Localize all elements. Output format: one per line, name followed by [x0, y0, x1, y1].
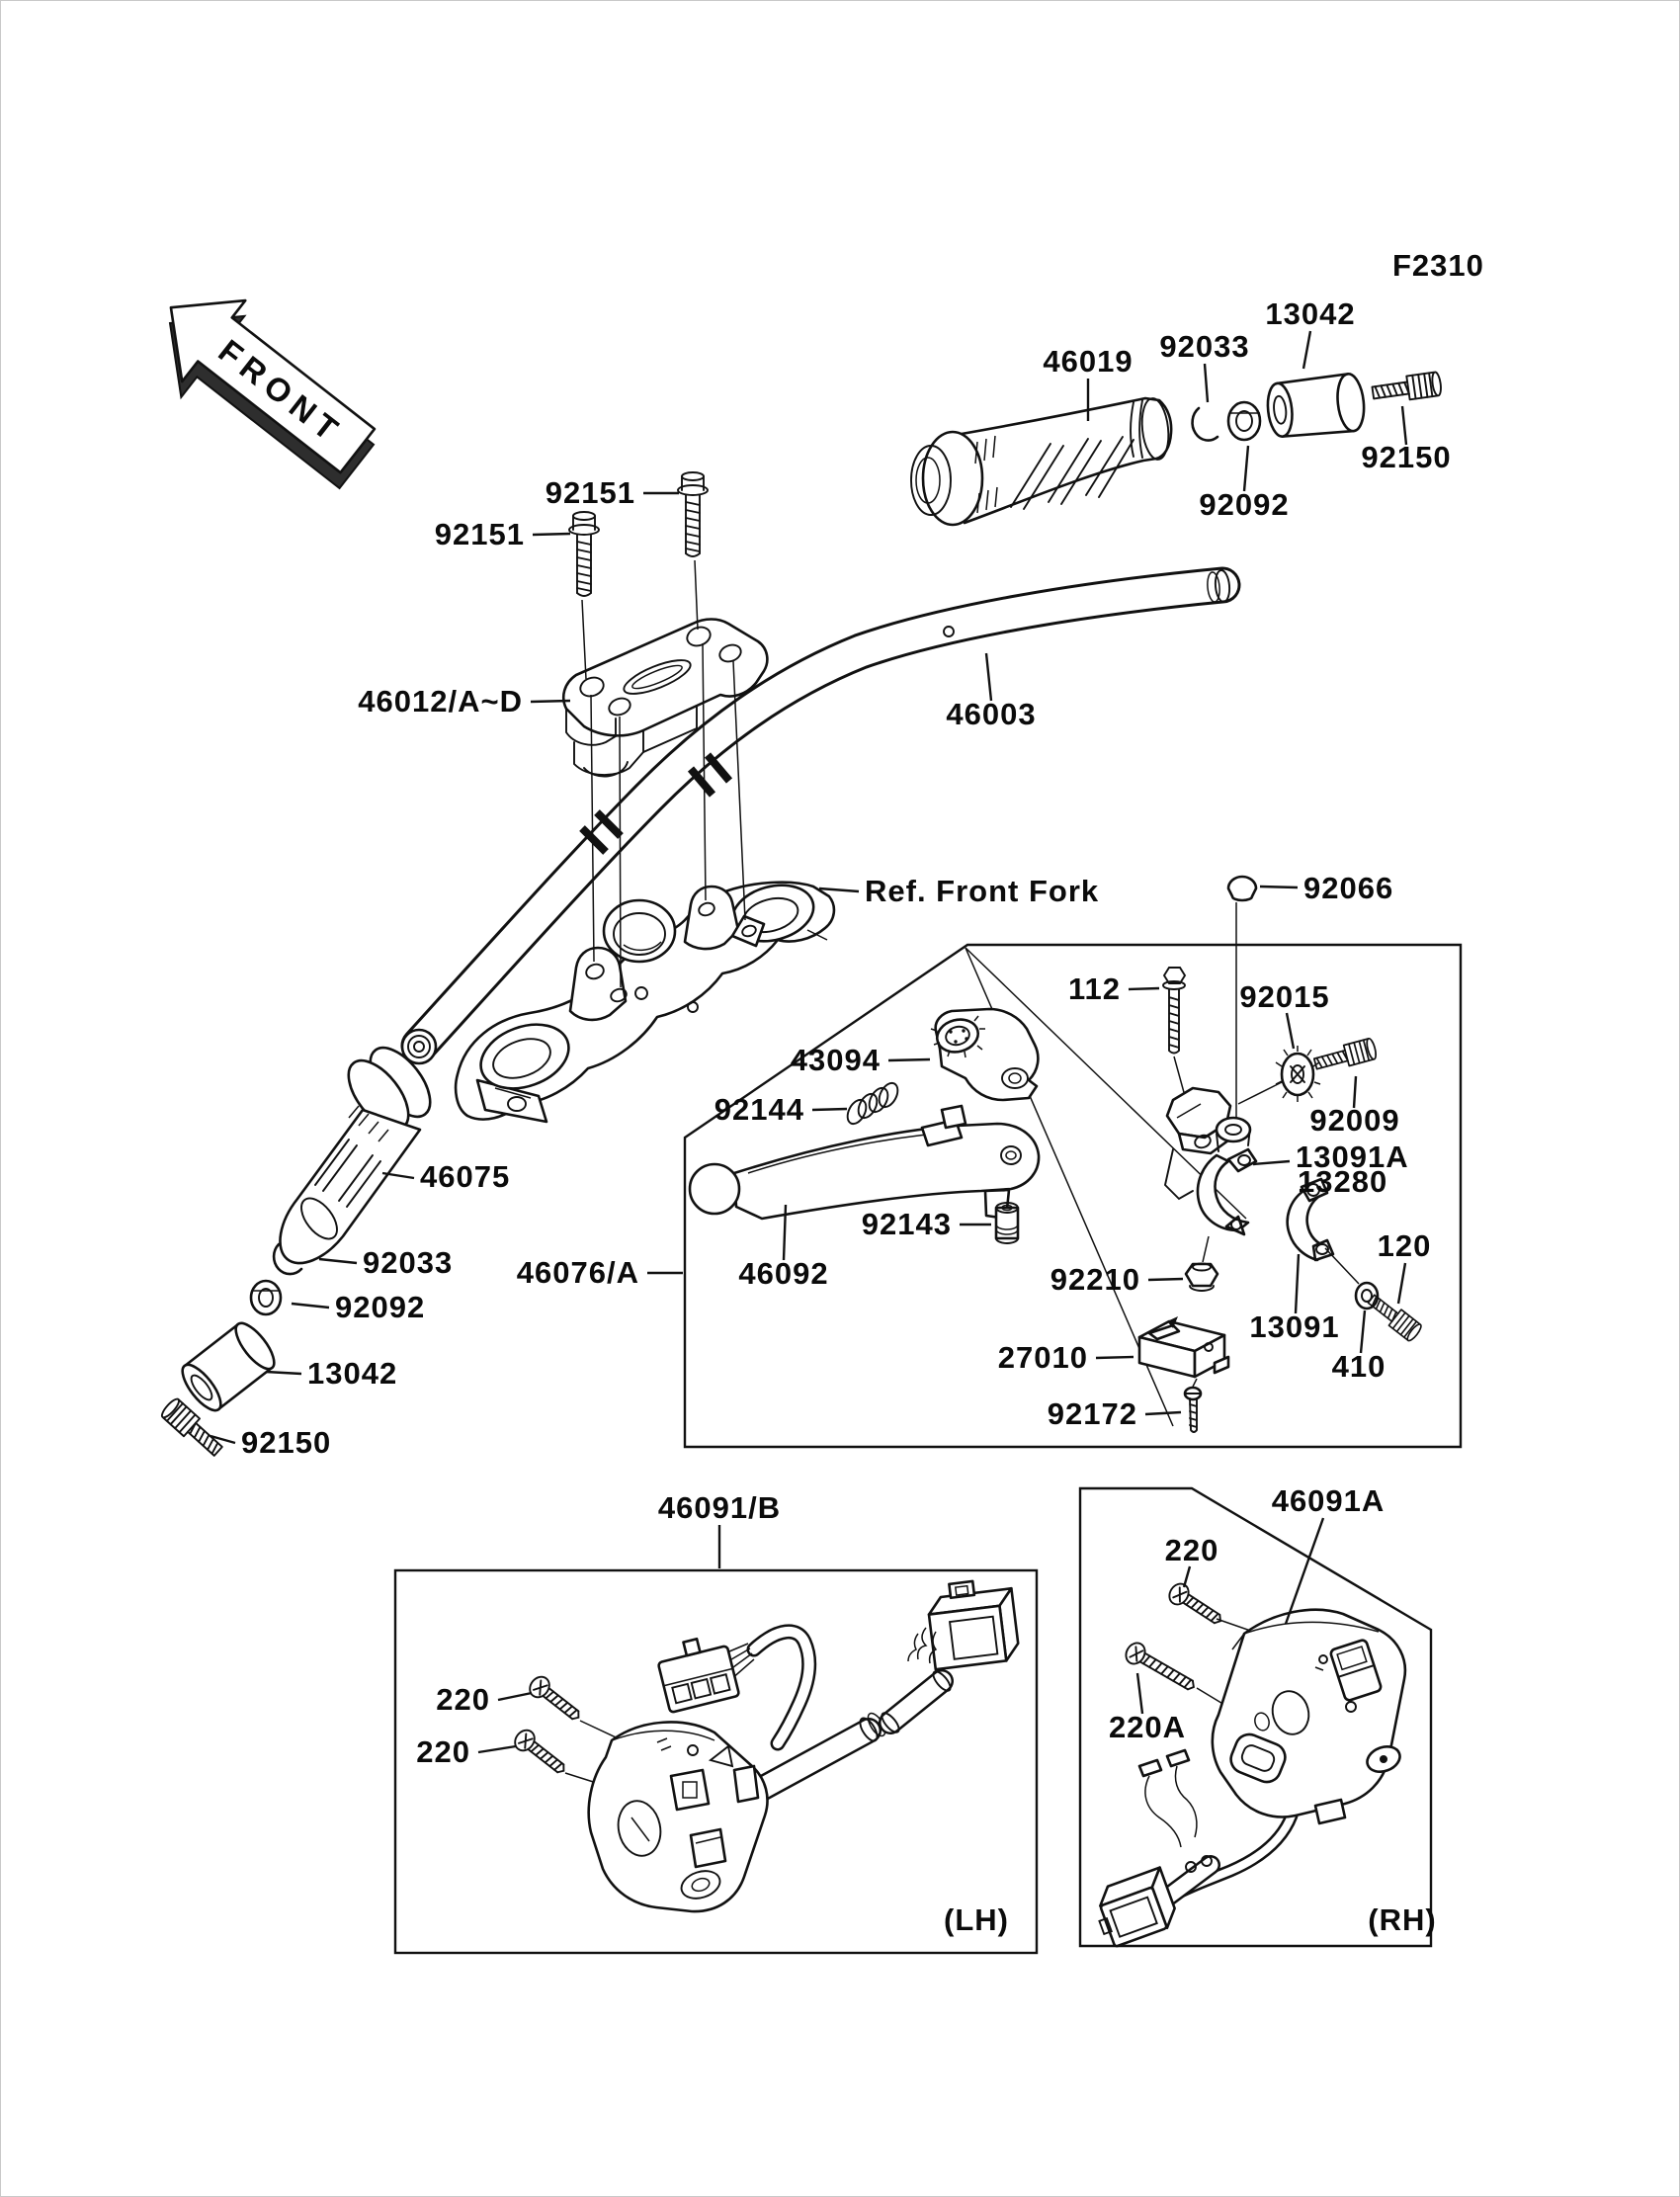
part-label-f2310: F2310	[1392, 248, 1484, 283]
leader-13091	[1296, 1254, 1299, 1313]
part-label-92144: 92144	[714, 1092, 804, 1127]
part-label-92092-throttle: 92092	[1199, 487, 1290, 522]
screw-92009	[1312, 1038, 1378, 1074]
part-label-220-lh-1: 220	[436, 1682, 490, 1717]
part-label-13042-throttle: 13042	[1265, 296, 1356, 331]
part-label-46012: 46012/A~D	[358, 684, 523, 718]
bar-end-weight-13042-left	[176, 1317, 281, 1416]
front-label: FRONT	[211, 332, 351, 452]
part-label-92066: 92066	[1303, 871, 1394, 905]
clamp-bolt-92151-left	[569, 512, 599, 596]
part-label-220a: 220A	[1108, 1710, 1187, 1744]
part-label-46091b: 46091/B	[657, 1490, 782, 1525]
part-label-13042-left: 13042	[307, 1356, 398, 1391]
nut-92210	[1186, 1236, 1218, 1291]
spring-92144	[844, 1080, 901, 1127]
bushing-92143	[996, 1203, 1018, 1243]
leader-92092-throttle	[1244, 446, 1248, 491]
leader-220-rh	[1184, 1566, 1190, 1587]
part-label-92033-left: 92033	[363, 1245, 454, 1280]
washer-92015	[1238, 1046, 1320, 1104]
screw-92172	[1185, 1388, 1201, 1432]
lh-relay-connector	[926, 1576, 1021, 1669]
part-label-92009: 92009	[1309, 1103, 1400, 1138]
leader-92210	[1148, 1279, 1183, 1280]
rh-spade-terminals	[1139, 1750, 1197, 1847]
leader-220-lh-1	[498, 1693, 532, 1700]
grip-46075	[280, 1038, 441, 1263]
collar-92092-throttle	[1228, 402, 1260, 440]
part-label-112: 112	[1067, 972, 1121, 1006]
part-label-120: 120	[1377, 1228, 1432, 1263]
holder-13280	[1165, 1088, 1256, 1234]
leader-92172	[1145, 1412, 1181, 1414]
part-label-rh-caption: (RH)	[1368, 1902, 1437, 1937]
holder-43094	[931, 1009, 1038, 1100]
part-label-13091a: 13091A	[1296, 1140, 1409, 1174]
leader-92151-b	[533, 534, 570, 535]
lh-switch-housing	[589, 1723, 768, 1912]
leader-13042-throttle	[1303, 331, 1310, 369]
leader-27010	[1096, 1357, 1134, 1358]
screw-220-lh-1	[526, 1673, 585, 1727]
screw-220a-rh	[1123, 1640, 1200, 1697]
part-label-92092-left: 92092	[335, 1290, 426, 1324]
part-label-46076: 46076/A	[516, 1255, 639, 1290]
handlebar-clamp-46012	[563, 620, 767, 777]
leader-410	[1361, 1310, 1365, 1353]
screw-220-rh	[1165, 1580, 1225, 1631]
part-label-46092: 46092	[738, 1256, 829, 1291]
part-label-92210: 92210	[1050, 1262, 1140, 1297]
bar-end-screw-92150-throttle	[1372, 372, 1443, 404]
leader-220-lh-2	[478, 1746, 516, 1752]
lh-switch-box	[395, 1570, 1037, 1953]
part-label-ref-front-fork: Ref. Front Fork	[865, 874, 1100, 908]
part-label-92143: 92143	[861, 1207, 952, 1241]
rh-connector	[1089, 1868, 1180, 1949]
part-label-46003: 46003	[946, 697, 1037, 731]
part-label-92015: 92015	[1239, 979, 1330, 1014]
part-label-220-rh: 220	[1164, 1533, 1219, 1567]
part-label-13280: 13280	[1298, 1164, 1388, 1199]
part-label-92172: 92172	[1047, 1396, 1137, 1431]
handlebar-parts-diagram	[1, 1, 1680, 2197]
leader-13091a	[1253, 1161, 1290, 1164]
circlip-92033-throttle	[1193, 408, 1218, 441]
leader-92015	[1287, 1013, 1294, 1049]
part-label-220-lh-2: 220	[416, 1734, 470, 1769]
part-label-lh-caption: (LH)	[944, 1902, 1009, 1937]
leader-13042-left	[266, 1372, 301, 1374]
part-label-13091: 13091	[1249, 1310, 1340, 1344]
callout-leader-lines	[210, 331, 1406, 1752]
rh-switch-housing	[1213, 1610, 1405, 1823]
part-label-92033-throttle: 92033	[1159, 329, 1250, 364]
lh-connector-6pin	[654, 1632, 739, 1712]
part-label-410: 410	[1331, 1349, 1386, 1384]
grip-46019	[911, 397, 1171, 525]
screw-220-lh-2	[511, 1727, 570, 1780]
leader-92033-throttle	[1205, 364, 1208, 402]
leader-46091a	[1286, 1518, 1323, 1624]
clamp-bolt-92151-right	[678, 472, 708, 556]
part-label-43094: 43094	[790, 1043, 881, 1077]
leader-220a	[1137, 1673, 1142, 1714]
part-label-92150-left: 92150	[241, 1425, 332, 1460]
part-label-92151-b: 92151	[434, 517, 525, 551]
part-label-46091a: 46091A	[1271, 1483, 1386, 1518]
part-label-92151-a: 92151	[545, 475, 635, 510]
front-fork-crown	[456, 877, 834, 1122]
front-direction-arrow	[131, 267, 395, 508]
leader-46003	[986, 653, 991, 701]
part-label-46019: 46019	[1043, 344, 1134, 379]
leader-92144	[812, 1109, 847, 1110]
leader-43094	[888, 1059, 930, 1060]
leader-92033-left	[319, 1259, 357, 1263]
part-label-27010: 27010	[997, 1340, 1088, 1375]
leader-92092-left	[292, 1304, 329, 1308]
bar-end-weight-13042-throttle	[1265, 373, 1367, 440]
leader-112	[1129, 988, 1159, 989]
part-label-46075: 46075	[420, 1159, 511, 1194]
leader-120	[1398, 1263, 1405, 1304]
part-label-92150-throttle: 92150	[1361, 440, 1452, 474]
leader-46012	[531, 701, 570, 702]
switch-27010	[1139, 1316, 1228, 1387]
leader-ref-front-fork	[819, 888, 859, 891]
collar-92092-left	[251, 1281, 281, 1314]
